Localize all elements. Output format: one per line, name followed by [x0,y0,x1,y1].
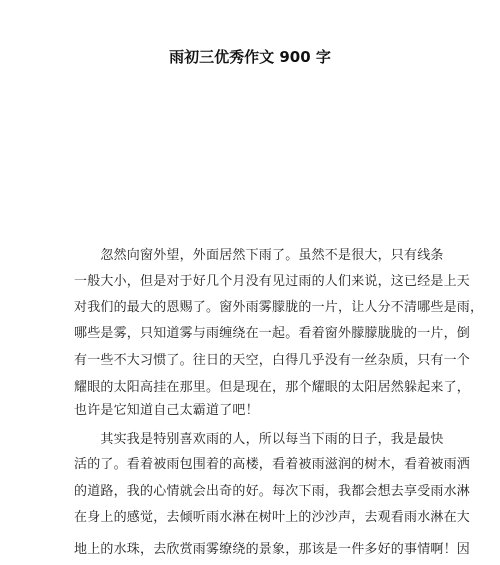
body-line: 在身上的感觉，去倾听雨水淋在树叶上的沙沙声，去观看雨水淋在大 [74,510,471,525]
body-line: 地上的水珠，去欣赏雨雾缭绕的景象，那该是一件多好的事情啊！因 [74,542,471,557]
body-line: 哪些是雾，只知道雾与雨缠绕在一起。看着窗外朦朦胧胧的一片，倒 [74,326,471,341]
body-line: 其实我是特别喜欢雨的人，所以每当下雨的日子，我是最快 [74,432,444,447]
body-line: 的道路，我的心情就会出奇的好。每次下雨，我都会想去享受雨水淋 [74,484,471,499]
document-title: 雨初三优秀作文 900 字 [169,48,331,66]
body-line: 也许是它知道自己太霸道了吧！ [74,403,259,418]
body-line: 忽然向窗外望，外面居然下雨了。虽然不是很大，只有线条 [74,248,444,263]
body-line: 一般大小，但是对于好几个月没有见过雨的人们来说，这已经是上天 [74,274,471,289]
body-line: 活的了。看着被雨包围着的高楼，看着被雨滋润的树木，看着被雨洒 [74,457,471,472]
body-line: 对我们的最大的恩赐了。窗外雨雾朦胧的一片，让人分不清哪些是雨， [74,300,484,315]
body-line: 耀眼的太阳高挂在那里。但是现在，那个耀眼的太阳居然躲起来了， [74,380,471,395]
body-line: 有一些不大习惯了。往日的天空，白得几乎没有一丝杂质，只有一个 [74,353,471,368]
